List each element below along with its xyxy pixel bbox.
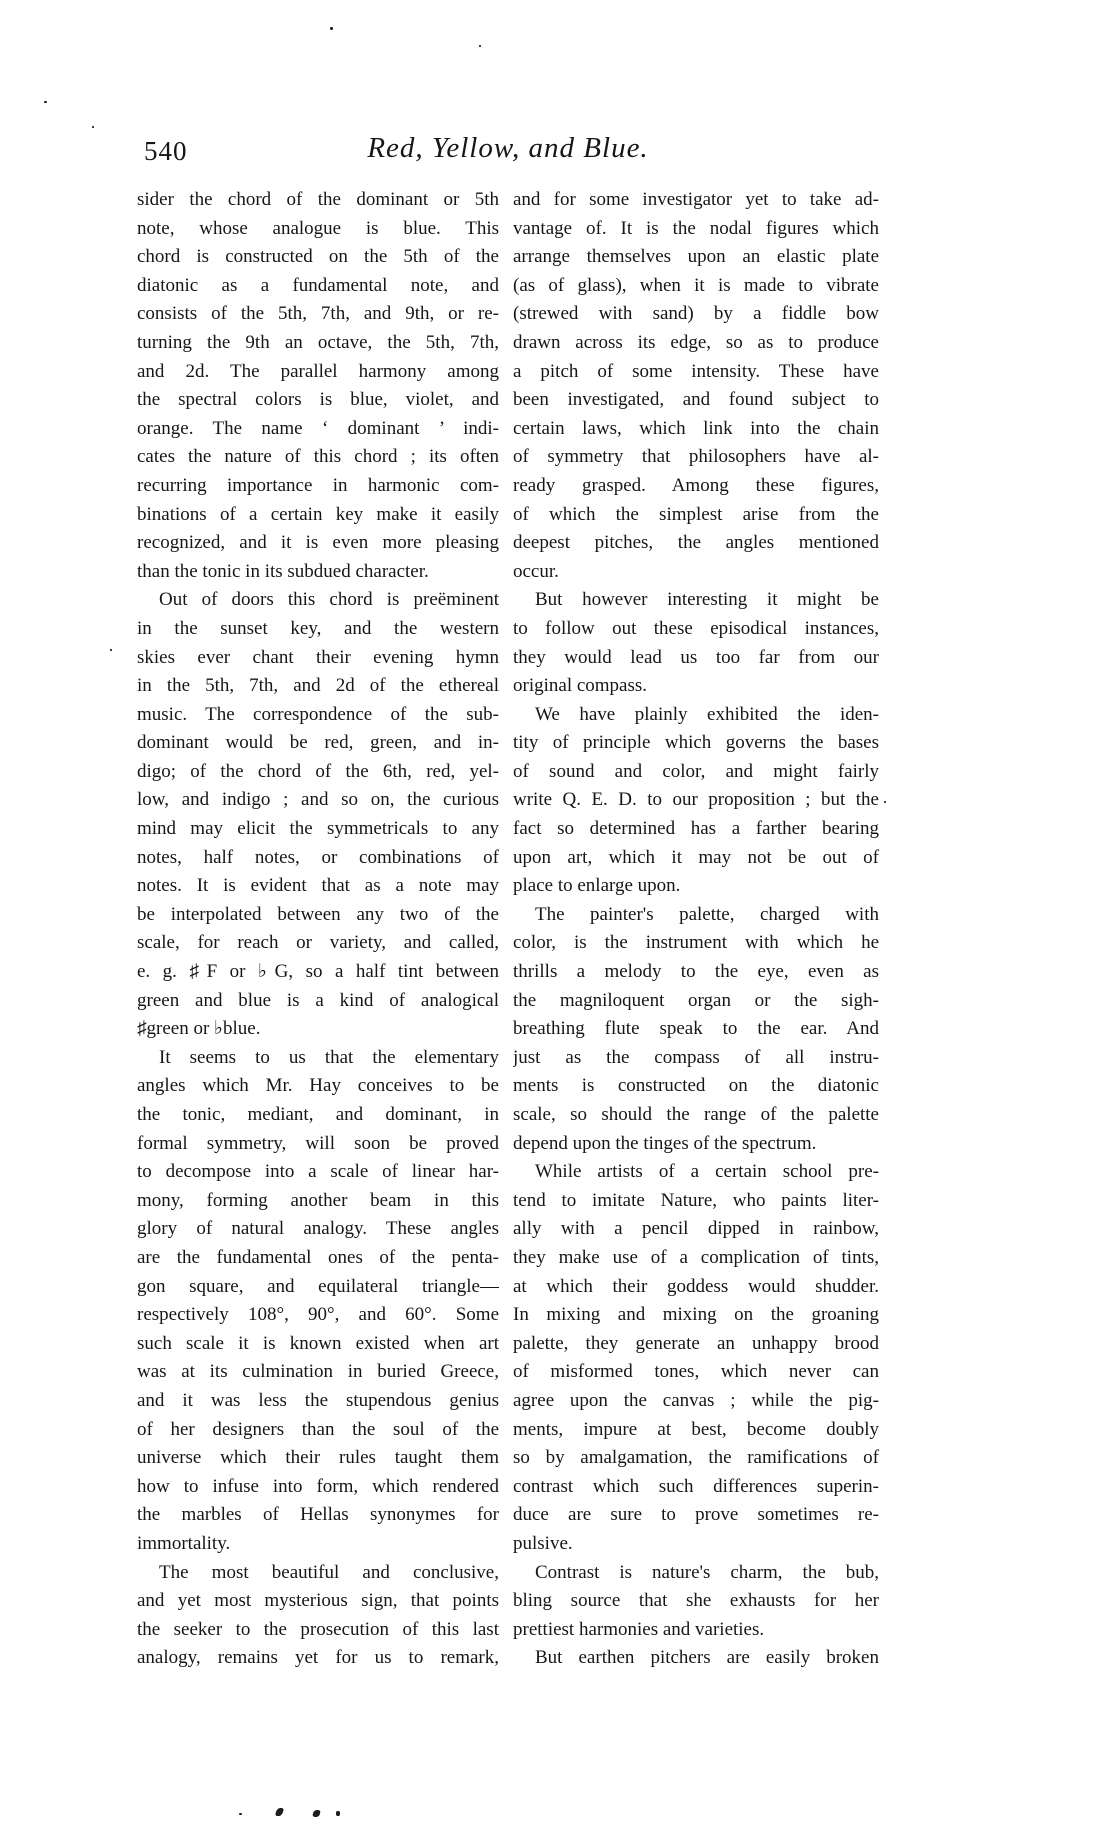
text-line: a pitch of some intensity. These have	[513, 360, 879, 382]
text-line: how to infuse into form, which rendered	[137, 1475, 499, 1497]
text-line: chord is constructed on the 5th of the	[137, 246, 499, 268]
text-line: of her designers than the soul of the	[137, 1418, 499, 1440]
text-line: to decompose into a scale of linear har-	[137, 1161, 499, 1183]
text-line: deepest pitches, the angles mentioned	[513, 532, 879, 554]
text-line: universe which their rules taught them	[137, 1447, 499, 1469]
text-line: analogy, remains yet for us to remark,	[137, 1647, 499, 1669]
text-line: they make use of a complication of tints,	[513, 1246, 879, 1268]
text-line: skies ever chant their evening hymn	[137, 646, 499, 668]
text-line: and for some investigator yet to take ad-	[513, 189, 879, 210]
text-line: scale, for reach or variety, and called,	[137, 932, 499, 954]
text-line: We have plainly exhibited the iden-	[535, 703, 879, 725]
text-line: recurring importance in harmonic com-	[137, 474, 499, 496]
text-line: was at its culmination in buried Greece,	[137, 1361, 499, 1383]
text-line: and it was less the stupendous genius	[137, 1389, 499, 1411]
text-line: the tonic, mediant, and dominant, in	[137, 1104, 499, 1125]
text-line: note, whose analogue is blue. This	[137, 217, 499, 239]
text-line: than the tonic in its subdued character.	[137, 560, 429, 582]
text-line: The painter's palette, charged with	[535, 903, 879, 925]
text-line: palette, they generate an unhappy brood	[513, 1332, 879, 1354]
left-column	[137, 186, 499, 1673]
right-column	[513, 186, 879, 1673]
text-line: ready grasped. Among these figures,	[513, 474, 879, 496]
text-line: music. The correspondence of the sub-	[137, 703, 499, 725]
text-line: prettiest harmonies and varieties.	[513, 1618, 765, 1640]
text-line: While artists of a certain school pre-	[535, 1161, 879, 1183]
text-line: notes. It is evident that as a note may	[137, 875, 499, 897]
text-line: color, is the instrument with which he	[513, 932, 879, 954]
text-line: notes, half notes, or combinations of	[137, 846, 499, 868]
ink-speck	[884, 801, 886, 803]
text-line: The most beautiful and conclusive,	[159, 1561, 499, 1583]
text-line: place to enlarge upon.	[513, 875, 681, 897]
text-line: the seeker to the prosecution of this last	[137, 1618, 499, 1640]
text-line: tend to imitate Nature, who paints liter-	[513, 1189, 879, 1211]
text-line: (as of glass), when it is made to vibrate	[513, 274, 879, 296]
text-line: tity of principle which governs the bases	[513, 732, 879, 754]
text-line: contrast which such differences superin-	[513, 1475, 879, 1497]
text-line: write Q. E. D. to our proposition ; but the	[513, 789, 879, 811]
ink-speck	[479, 45, 481, 47]
text-line: bling source that she exhausts for her	[513, 1590, 879, 1612]
text-line: (strewed with sand) by a fiddle bow	[513, 303, 879, 325]
text-line: drawn across its edge, so as to produce	[513, 331, 879, 353]
text-line: Contrast is nature's charm, the bub,	[535, 1561, 879, 1583]
text-line: at which their goddess would shudder.	[513, 1275, 879, 1297]
text-line: and 2d. The parallel harmony among	[137, 360, 499, 382]
text-line: orange. The name ‘ dominant ’ indi-	[137, 417, 499, 439]
text-line: scale, so should the range of the palette	[513, 1104, 879, 1125]
text-line: duce are sure to prove sometimes re-	[513, 1504, 879, 1526]
text-line: It seems to us that the elementary	[159, 1046, 499, 1068]
ink-speck	[330, 27, 333, 30]
page-title: Red, Yellow, and Blue.	[367, 132, 649, 164]
text-line: gon square, and equilateral triangle—	[137, 1275, 499, 1297]
ink-speck	[110, 649, 112, 651]
text-line: But however interesting it might be	[535, 589, 879, 611]
text-line: in the 5th, 7th, and 2d of the ethereal	[137, 675, 499, 697]
text-line: breathing flute speak to the ear. And	[513, 1018, 879, 1040]
text-line: certain laws, which link into the chain	[513, 417, 879, 439]
text-line: ments, impure at best, become doubly	[513, 1418, 879, 1440]
text-line: occur.	[513, 560, 559, 582]
text-line: ♯green or ♭blue.	[137, 1018, 261, 1040]
text-line: been investigated, and found subject to	[513, 389, 879, 411]
text-line: such scale it is known existed when art	[137, 1332, 499, 1354]
text-line: binations of a certain key make it easily	[137, 503, 499, 525]
text-line: of which the simplest arise from the	[513, 503, 879, 525]
text-line: diatonic as a fundamental note, and	[137, 274, 499, 296]
text-line: But earthen pitchers are easily broken	[535, 1647, 879, 1669]
text-line: recognized, and it is even more pleasing	[137, 532, 499, 554]
text-line: of sound and color, and might fairly	[513, 760, 879, 782]
text-line: they would lead us too far from our	[513, 646, 879, 668]
ink-speck	[92, 126, 94, 128]
text-line: ally with a pencil dipped in rainbow,	[513, 1218, 879, 1240]
text-line: to follow out these episodical instances,	[513, 617, 879, 639]
text-line: green and blue is a kind of analogical	[137, 989, 499, 1011]
text-line: mony, forming another beam in this	[137, 1189, 499, 1211]
text-line: in the sunset key, and the western	[137, 617, 499, 639]
text-line: consists of the 5th, 7th, and 9th, or re-	[137, 303, 499, 325]
ink-speck	[44, 101, 47, 103]
text-line: glory of natural analogy. These angles	[137, 1218, 499, 1240]
text-line: dominant would be red, green, and in-	[137, 732, 499, 754]
text-line: the marbles of Hellas synonymes for	[137, 1504, 499, 1526]
text-line: formal symmetry, will soon be proved	[137, 1132, 499, 1154]
text-line: digo; of the chord of the 6th, red, yel-	[137, 760, 499, 782]
text-line: mind may elicit the symmetricals to any	[137, 818, 499, 840]
text-line: are the fundamental ones of the penta-	[137, 1246, 499, 1268]
text-line: pulsive.	[513, 1532, 573, 1554]
text-line: of symmetry that philosophers have al-	[513, 446, 879, 468]
text-line: the magniloquent organ or the sigh-	[513, 989, 879, 1011]
page-number: 540	[144, 136, 188, 166]
text-line: angles which Mr. Hay conceives to be	[137, 1075, 499, 1097]
text-line: original compass.	[513, 675, 648, 697]
text-line: so by amalgamation, the ramifications of	[513, 1447, 879, 1469]
text-line: thrills a melody to the eye, even as	[513, 961, 879, 983]
text-line: sider the chord of the dominant or 5th	[137, 189, 499, 210]
text-line: fact so determined has a farther bearing	[513, 818, 879, 840]
text-line: of misformed tones, which never can	[513, 1361, 879, 1383]
text-line: vantage of. It is the nodal figures which	[513, 217, 879, 239]
text-line: immortality.	[137, 1532, 231, 1554]
text-line: be interpolated between any two of the	[137, 903, 499, 925]
text-line: the spectral colors is blue, violet, and	[137, 389, 499, 411]
text-line: In mixing and mixing on the groaning	[513, 1304, 879, 1326]
text-line: turning the 9th an octave, the 5th, 7th,	[137, 331, 499, 353]
text-line: respectively 108°, 90°, and 60°. Some	[137, 1304, 499, 1326]
text-line: cates the nature of this chord ; its often	[137, 446, 499, 468]
ink-speck	[336, 1811, 340, 1816]
text-line: and yet most mysterious sign, that points	[137, 1590, 499, 1612]
text-line: Out of doors this chord is preëminent	[159, 589, 499, 611]
text-line: agree upon the canvas ; while the pig-	[513, 1389, 879, 1411]
text-line: upon art, which it may not be out of	[513, 846, 879, 868]
text-line: just as the compass of all instru-	[513, 1046, 879, 1068]
text-line: depend upon the tinges of the spectrum.	[513, 1132, 817, 1154]
ink-speck	[239, 1813, 242, 1815]
text-line: arrange themselves upon an elastic plate	[513, 246, 879, 268]
ink-speck	[275, 1808, 285, 1816]
text-line: low, and indigo ; and so on, the curious	[137, 789, 499, 811]
text-line: e. g. ♯F or ♭G, so a half tint between	[137, 961, 499, 983]
text-line: ments is constructed on the diatonic	[513, 1075, 879, 1097]
ink-speck	[312, 1810, 321, 1817]
